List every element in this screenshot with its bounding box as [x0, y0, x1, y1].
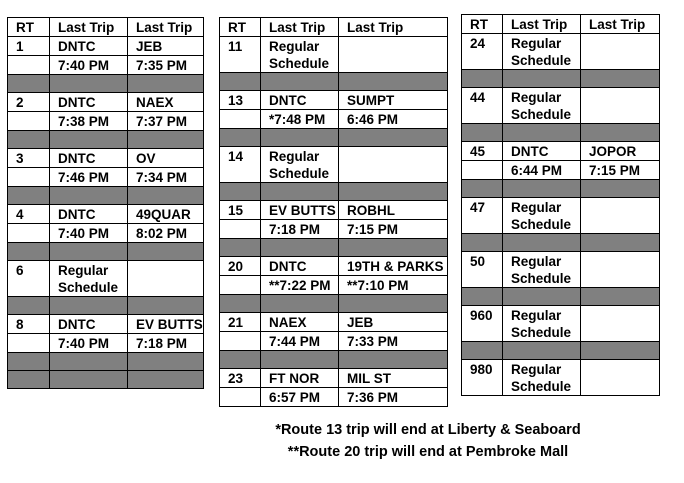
route-number: 1 — [8, 37, 50, 56]
route-number: 20 — [220, 257, 261, 276]
route-row — [8, 149, 204, 168]
separator-row — [462, 180, 660, 198]
header-last-trip: Last Trip — [503, 15, 581, 34]
route-row — [220, 369, 448, 388]
route-number: 23 — [220, 369, 261, 388]
route-number: 4 — [8, 205, 50, 224]
route-row — [220, 91, 448, 110]
time-row — [462, 161, 660, 180]
last-trip-time: 7:40 PM — [50, 224, 128, 243]
regular-schedule-label: Regular Schedule — [503, 306, 581, 342]
separator-row — [462, 124, 660, 142]
destination: SUMPT — [339, 91, 448, 110]
origin: DNTC — [261, 91, 339, 110]
route-row — [220, 147, 448, 183]
last-trip-time: 7:38 PM — [50, 112, 128, 131]
separator-row — [220, 239, 448, 257]
last-trip-time: 8:02 PM — [128, 224, 204, 243]
header-rt: RT — [462, 15, 503, 34]
destination — [128, 261, 204, 297]
time-row — [220, 276, 448, 295]
header-rt: RT — [8, 18, 50, 37]
route-row — [462, 252, 660, 288]
time-row — [8, 334, 204, 353]
destination — [581, 306, 660, 342]
separator-row — [220, 295, 448, 313]
separator-row — [220, 351, 448, 369]
origin: FT NOR — [261, 369, 339, 388]
route-number: 50 — [462, 252, 503, 288]
regular-schedule-label: Regular Schedule — [261, 37, 339, 73]
destination: NAEX — [128, 93, 204, 112]
route-row — [8, 261, 204, 297]
route-row — [462, 360, 660, 396]
origin: NAEX — [261, 313, 339, 332]
time-row — [8, 224, 204, 243]
last-trip-time: 7:40 PM — [50, 334, 128, 353]
header-last-trip: Last Trip — [50, 18, 128, 37]
header-last-trip: Last Trip — [581, 15, 660, 34]
route-row — [8, 315, 204, 334]
time-row — [220, 388, 448, 407]
destination: 49QUAR — [128, 205, 204, 224]
origin: EV BUTTS — [261, 201, 339, 220]
last-trip-time: **7:10 PM — [339, 276, 448, 295]
header-row — [462, 15, 660, 34]
route-number: 14 — [220, 147, 261, 183]
destination — [581, 34, 660, 70]
schedule-table-3 — [461, 14, 660, 396]
regular-schedule-label: Regular Schedule — [503, 88, 581, 124]
separator-row — [462, 234, 660, 252]
time-row — [220, 332, 448, 351]
separator-row — [220, 183, 448, 201]
destination: MIL ST — [339, 369, 448, 388]
header-rt: RT — [220, 18, 261, 37]
separator-row — [8, 187, 204, 205]
route-number: 960 — [462, 306, 503, 342]
last-trip-time: 7:35 PM — [128, 56, 204, 75]
origin: DNTC — [50, 149, 128, 168]
last-trip-time: 6:46 PM — [339, 110, 448, 129]
time-row — [8, 168, 204, 187]
route-row — [462, 88, 660, 124]
header-last-trip: Last Trip — [261, 18, 339, 37]
header-row — [220, 18, 448, 37]
last-trip-time: 7:44 PM — [261, 332, 339, 351]
time-row — [220, 220, 448, 239]
header-last-trip: Last Trip — [339, 18, 448, 37]
separator-row — [8, 371, 204, 389]
route-number: 21 — [220, 313, 261, 332]
separator-row — [8, 243, 204, 261]
origin: DNTC — [503, 142, 581, 161]
last-trip-time: 6:44 PM — [503, 161, 581, 180]
last-trip-time: 7:15 PM — [339, 220, 448, 239]
schedule-table-2 — [219, 17, 448, 407]
last-trip-time: 7:34 PM — [128, 168, 204, 187]
destination — [581, 252, 660, 288]
destination — [339, 147, 448, 183]
route-number: 11 — [220, 37, 261, 73]
schedule-table-1 — [7, 17, 204, 389]
origin: DNTC — [50, 315, 128, 334]
route-row — [220, 257, 448, 276]
destination: JEB — [128, 37, 204, 56]
destination — [581, 88, 660, 124]
separator-row — [8, 297, 204, 315]
time-row — [220, 110, 448, 129]
regular-schedule-label: Regular Schedule — [503, 252, 581, 288]
route-row — [220, 313, 448, 332]
route-number: 24 — [462, 34, 503, 70]
origin: DNTC — [50, 205, 128, 224]
last-trip-time: 7:15 PM — [581, 161, 660, 180]
destination — [581, 360, 660, 396]
route-row — [462, 34, 660, 70]
separator-row — [462, 70, 660, 88]
route-number: 44 — [462, 88, 503, 124]
separator-row — [8, 353, 204, 371]
separator-row — [462, 342, 660, 360]
last-trip-time: 7:18 PM — [128, 334, 204, 353]
separator-row — [8, 131, 204, 149]
regular-schedule-label: Regular Schedule — [503, 360, 581, 396]
separator-row — [462, 288, 660, 306]
last-trip-time: 7:18 PM — [261, 220, 339, 239]
route-row — [8, 93, 204, 112]
route-number: 8 — [8, 315, 50, 334]
separator-row — [220, 73, 448, 91]
last-trip-time: 7:33 PM — [339, 332, 448, 351]
route-number: 980 — [462, 360, 503, 396]
route-number: 15 — [220, 201, 261, 220]
route-number: 6 — [8, 261, 50, 297]
header-row — [8, 18, 204, 37]
destination: OV — [128, 149, 204, 168]
regular-schedule-label: Regular Schedule — [503, 198, 581, 234]
regular-schedule-label: Regular Schedule — [261, 147, 339, 183]
time-row — [8, 56, 204, 75]
route-number: 45 — [462, 142, 503, 161]
destination: 19TH & PARKS — [339, 257, 448, 276]
header-last-trip: Last Trip — [128, 18, 204, 37]
footnotes — [218, 419, 638, 463]
regular-schedule-label: Regular Schedule — [50, 261, 128, 297]
last-trip-time: 7:40 PM — [50, 56, 128, 75]
last-trip-time: 7:36 PM — [339, 388, 448, 407]
destination: EV BUTTS — [128, 315, 204, 334]
route-number: 3 — [8, 149, 50, 168]
route-row — [462, 198, 660, 234]
route-row — [462, 306, 660, 342]
last-trip-time: 6:57 PM — [261, 388, 339, 407]
footnote-route-20: **Route 20 trip will end at Pembroke Mall — [287, 444, 569, 460]
route-row — [220, 37, 448, 73]
route-number: 2 — [8, 93, 50, 112]
origin: DNTC — [50, 37, 128, 56]
route-row — [462, 142, 660, 161]
destination — [581, 198, 660, 234]
destination — [339, 37, 448, 73]
last-trip-time: 7:46 PM — [50, 168, 128, 187]
separator-row — [8, 75, 204, 93]
footnote-route-13: *Route 13 trip will end at Liberty & Seaboard — [275, 422, 581, 438]
route-number: 47 — [462, 198, 503, 234]
route-row — [8, 205, 204, 224]
origin: DNTC — [261, 257, 339, 276]
route-number: 13 — [220, 91, 261, 110]
destination: JEB — [339, 313, 448, 332]
last-trip-time: *7:48 PM — [261, 110, 339, 129]
origin: DNTC — [50, 93, 128, 112]
last-trip-time: 7:37 PM — [128, 112, 204, 131]
route-row — [8, 37, 204, 56]
destination: ROBHL — [339, 201, 448, 220]
separator-row — [220, 129, 448, 147]
time-row — [8, 112, 204, 131]
regular-schedule-label: Regular Schedule — [503, 34, 581, 70]
route-row — [220, 201, 448, 220]
last-trip-time: **7:22 PM — [261, 276, 339, 295]
destination: JOPOR — [581, 142, 660, 161]
